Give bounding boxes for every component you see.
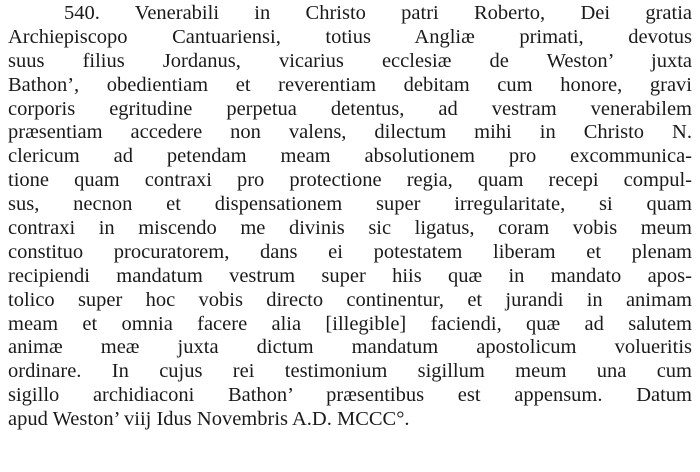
text-line: tione quam contraxi pro protectione regia, quam recepi compul- [8,169,692,192]
text-line: constituo procuratorem, dans ei potestatem liberam et plenam [8,240,692,263]
text-line: Bathon’, obedientiam et reverentiam debitam cum honore, gravi [8,73,692,96]
text-line: recipiendi mandatum vestrum super hiis quæ in mandato apos- [8,264,692,287]
text-line: corporis egritudine perpetua detentus, ad vestram venerabilem [8,97,692,120]
text-line: ordinare. In cujus rei testimonium sigillum meum una cum [8,360,692,383]
text-line: 540. Venerabili in Christo patri Roberto, Dei gratia [64,2,692,24]
text-line: Archiepiscopo Cantuariensi, totius Angliæ primati, devotus [8,25,692,48]
text-line: contraxi in miscendo me divinis sic ligatus, coram vobis meum [8,217,692,240]
text-line: sus, necnon et dispensationem super irregularitate, si quam [8,193,692,216]
text-line: apud Weston’ viij Idus Novembris A.D. MCCC°. [8,408,410,431]
text-line: clericum ad petendam meam absolutionem pro excommunica- [8,145,692,168]
text-line: animæ meæ juxta dictum mandatum apostolicum volueritis [8,336,692,359]
text-line: meam et omnia facere alia [illegible] faciendi, quæ ad salutem [8,312,692,335]
entry-540-text [8,2,692,432]
text-line: suus filius Jordanus, vicarius ecclesiæ de Weston’ juxta [8,49,692,72]
text-line: tolico super hoc vobis directo continentur, et jurandi in animam [8,288,692,311]
text-line: præsentiam accedere non valens, dilectum mihi in Christo N. [8,121,692,144]
text-line: sigillo archidiaconi Bathon’ præsentibus est appensum. Datum [8,384,692,407]
